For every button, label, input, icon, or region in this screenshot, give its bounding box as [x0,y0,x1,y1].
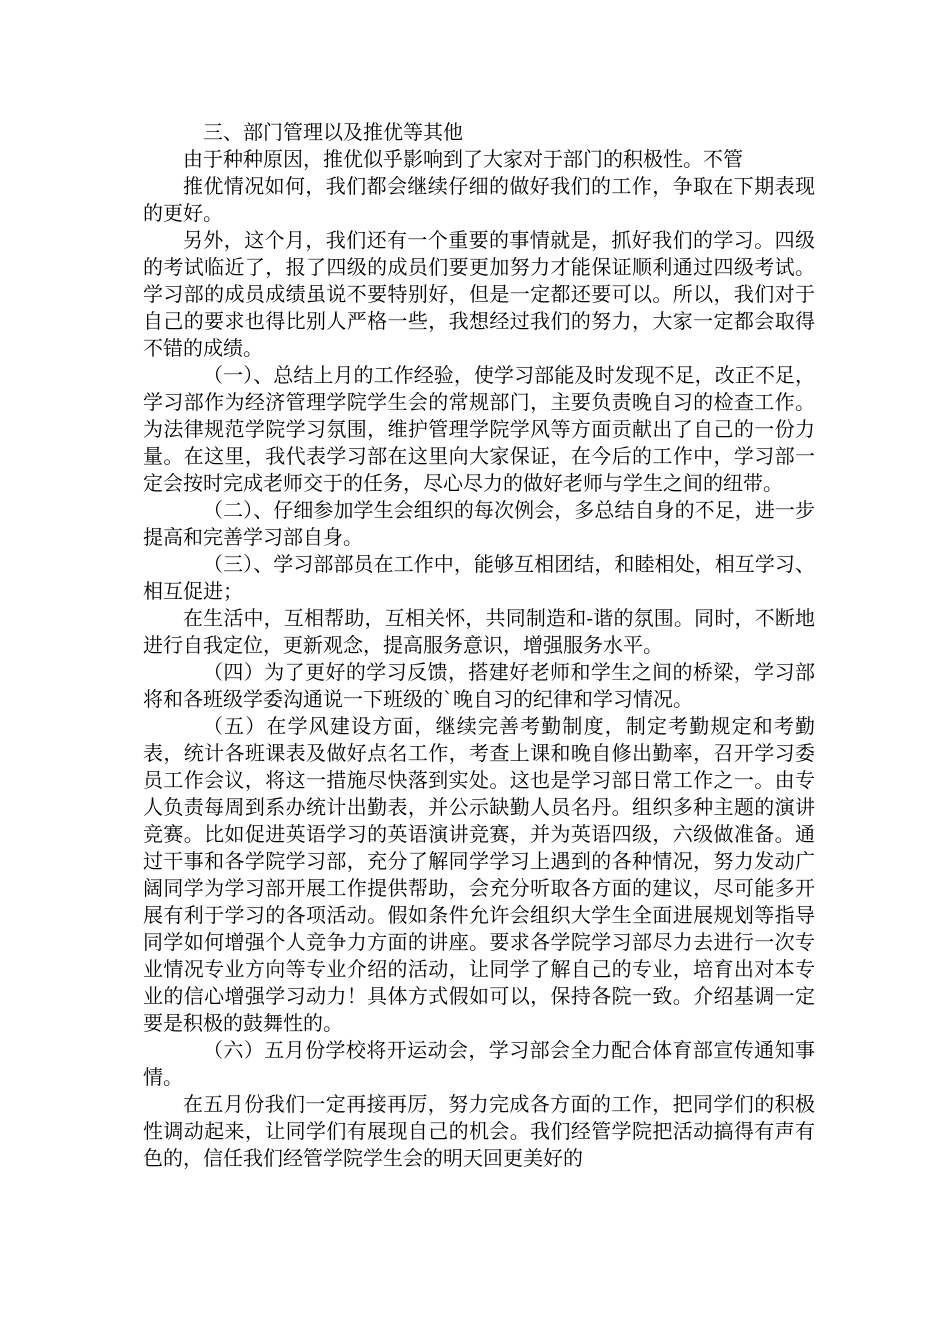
paragraph: （四）为了更好的学习反馈，搭建好老师和学生之间的桥梁，学习部将和各班级学委沟通说一下班级的`晚自习的纪律和学习情况。 [143,660,815,711]
paragraph: 另外，这个月，我们还有一个重要的事情就是，抓好我们的学习。四级的考试临近了，报了四级的成员们要更加努力才能保证顺利通过四级考试。学习部的成员成绩虽说不要特别好，但是一定都还要可以。所以，我们对于自己的要求也得比别人严格一些，我想经过我们的努力，大家一定都会取得不错的成绩。 [143,228,815,360]
document-body [143,119,815,1172]
paragraph: 在五月份我们一定再接再厉，努力完成各方面的工作，把同学们的积极性调动起来，让同学们有展现自己的机会。我们经管学院把活动搞得有声有色的，信任我们经管学院学生会的明天回更美好的 [143,1092,815,1170]
paragraph: （五）在学风建设方面，继续完善考勤制度，制定考勤规定和考勤表，统计各班课表及做好点名工作，考查上课和晚自修出勤率，召开学习委员工作会议，将这一措施尽快落到实处。这也是学习部日常工作之一。由专人负责每周到系办统计出勤表，并公示缺勤人员名丹。组织多种主题的演讲竞赛。比如促进英语学习的英语演讲竞赛，并为英语四级，六级做准备。通过干事和各学院学习部，充分了解同学学习上遇到的各种情况，努力发动广阔同学为学习部开展工作提供帮助，会充分听取各方面的建议，尽可能多开展有利于学习的各项活动。假如条件允许会组织大学生全面进展规划等指导同学如何增强个人竞争力方面的讲座。要求各学院学习部尽力去进行一次专业情况专业方向等专业介绍的活动，让同学了解自己的专业，培育出对本专业的信心增强学习动力！具体方式假如可以，保持各院一致。介绍基调一定要是积极的鼓舞性的。 [143,714,815,1035]
paragraph: 推优情况如何，我们都会继续仔细的做好我们的工作，争取在下期表现的更好。 [143,174,815,225]
paragraph: （二）、仔细参加学生会组织的每次例会，多总结自身的不足，进一步提高和完善学习部自身。 [143,498,815,549]
paragraph: （六）五月份学校将开运动会，学习部会全力配合体育部宣传通知事情。 [143,1038,815,1089]
paragraph: （一）、总结上月的工作经验，使学习部能及时发现不足，改正不足，学习部作为经济管理学院学生会的常规部门，主要负责晚自习的检查工作。为法律规范学院学习氛围，维护管理学院学风等方面贡献出了自己的一份力量。在这里，我代表学习部在这里向大家保证，在今后的工作中，学习部一定会按时完成老师交于的任务，尽心尽力的做好老师与学生之间的纽带。 [143,363,815,495]
paragraph: （三）、学习部部员在工作中，能够互相团结，和睦相处，相互学习、相互促进； [143,552,815,603]
section-heading: 三、部门管理以及推优等其他 [203,120,463,144]
paragraph: 由于种种原因，推优似乎影响到了大家对于部门的积极性。不管 [183,147,743,171]
paragraph: 在生活中，互相帮助，互相关怀，共同制造和-谐的氛围。同时，不断地进行自我定位，更新观念，提高服务意识，增强服务水平。 [143,606,815,657]
